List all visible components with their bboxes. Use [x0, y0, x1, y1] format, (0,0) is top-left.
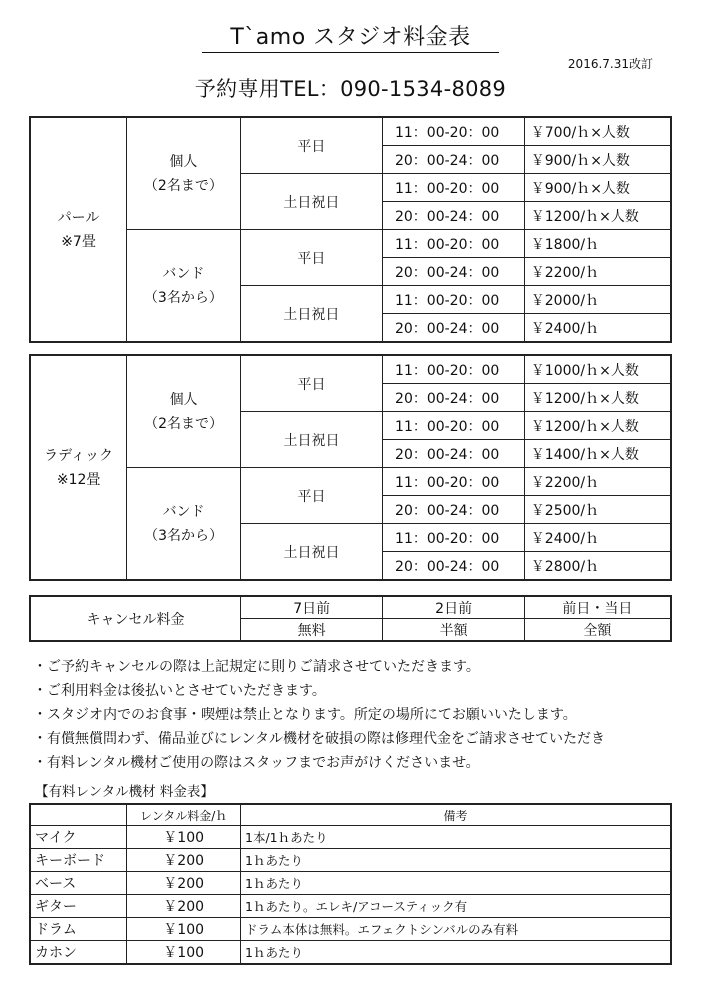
rental-note: 1ｈあたり [241, 941, 671, 965]
cancel-value: 全額 [524, 619, 671, 642]
rate: ￥2800/ｈ [524, 552, 671, 581]
rate: ￥2400/ｈ [524, 314, 671, 343]
rate: ￥2500/ｈ [524, 496, 671, 524]
cancel-header: 7日前 [240, 596, 382, 619]
table-header-row [30, 804, 671, 826]
table-row [30, 941, 671, 965]
rental-price: ￥200 [127, 849, 241, 872]
rental-note: 1ｈあたり [241, 872, 671, 895]
cancel-header: 前日・当日 [524, 596, 671, 619]
rental-price: ￥200 [127, 895, 241, 918]
time-slot: 11：00-20：00 [383, 524, 525, 552]
room-name: パール [57, 209, 100, 226]
plan-cell [127, 117, 241, 230]
cancel-fee-table [29, 595, 672, 642]
time-slot: 11：00-20：00 [382, 117, 524, 146]
time-slot: 11：00-20：00 [382, 286, 524, 314]
room-cell [30, 117, 127, 342]
room-name: ラディック [44, 447, 114, 464]
rental-header: レンタル料金/ｈ [127, 804, 241, 826]
rental-note: 1ｈあたり [241, 849, 671, 872]
title-text: T`amo スタジオ料金表 [202, 20, 498, 53]
plan-capacity: （2名まで） [144, 415, 224, 432]
day-type: 土日祝日 [240, 412, 382, 468]
time-slot: 20：00-24：00 [383, 552, 525, 581]
rate: ￥2000/ｈ [524, 286, 671, 314]
day-type: 平日 [240, 468, 382, 524]
cancel-label: キャンセル料金 [30, 596, 240, 641]
room-size: ※12畳 [56, 471, 101, 488]
plan-name: バンド [162, 265, 205, 282]
rate: ￥900/ｈ×人数 [524, 174, 671, 202]
note-item: ・ご利用料金は後払いとさせていただきます。 [33, 683, 326, 699]
plan-capacity: （3名から） [143, 289, 223, 306]
time-slot: 20：00-24：00 [383, 496, 525, 524]
rental-item: ドラム [30, 918, 127, 941]
rate: ￥1200/ｈ×人数 [524, 412, 671, 440]
reservation-phone: 予約専用TEL：090-1534-8089 [194, 77, 507, 101]
day-type: 土日祝日 [240, 524, 382, 581]
time-slot: 20：00-24：00 [382, 146, 524, 174]
page-title [0, 20, 701, 53]
note-item: ・有料レンタル機材ご使用の際はスタッフまでお声がけくださいませ。 [33, 755, 480, 771]
cancel-value: 半額 [383, 619, 524, 642]
rental-note: 1本/1ｈあたり [241, 826, 671, 849]
rate: ￥900/ｈ×人数 [524, 146, 671, 174]
table-row [30, 596, 671, 619]
rate: ￥1400/ｈ×人数 [524, 440, 671, 468]
rate: ￥1200/ｈ×人数 [524, 384, 671, 412]
table-row [30, 872, 671, 895]
time-slot: 11：00-20：00 [382, 174, 524, 202]
rental-price: ￥200 [127, 872, 241, 895]
room-size: ※7畳 [61, 233, 96, 250]
rental-section-title: 【有料レンタル機材 料金表】 [35, 784, 214, 800]
day-type: 平日 [240, 230, 382, 286]
rental-item: キーボード [30, 849, 127, 872]
table-row [30, 355, 671, 384]
day-type: 平日 [240, 117, 382, 174]
plan-name: バンド [162, 503, 205, 520]
note-item: ・ご予約キャンセルの際は上記規定に則りご請求させていただきます。 [33, 659, 480, 675]
table-row [30, 918, 671, 941]
plan-cell [127, 355, 241, 468]
plan-cell [127, 468, 241, 581]
time-slot: 20：00-24：00 [382, 258, 524, 286]
rate: ￥1000/ｈ×人数 [524, 355, 671, 384]
time-slot: 20：00-24：00 [382, 202, 524, 230]
time-slot: 20：00-24：00 [383, 440, 525, 468]
note-item: ・スタジオ内でのお食事・喫煙は禁止となります。所定の場所にてお願いいたします。 [33, 707, 577, 723]
plan-capacity: （3名から） [144, 527, 224, 544]
plan-capacity: （2名まで） [143, 177, 223, 194]
rental-item: ベース [30, 872, 127, 895]
price-table-pearl [29, 116, 672, 343]
table-row [30, 895, 671, 918]
time-slot: 11：00-20：00 [383, 412, 525, 440]
time-slot: 11：00-20：00 [382, 230, 524, 258]
table-row [30, 230, 671, 258]
revision-date: 2016.7.31改訂 [567, 57, 653, 71]
price-table-radic [29, 354, 672, 581]
rental-header: 備考 [241, 804, 671, 826]
note-item: ・有償無償問わず、備品並びにレンタル機材を破損の際は修理代金をご請求させていただき [33, 731, 605, 747]
rate: ￥1800/ｈ [524, 230, 671, 258]
rate: ￥2200/ｈ [524, 258, 671, 286]
rental-item: ギター [30, 895, 127, 918]
rate: ￥1200/ｈ×人数 [524, 202, 671, 230]
rental-price: ￥100 [127, 826, 241, 849]
rental-item: マイク [30, 826, 127, 849]
rental-header [30, 804, 127, 826]
rate: ￥2200/ｈ [524, 468, 671, 496]
plan-name: 個人 [169, 153, 198, 170]
rental-note: 1ｈあたり。エレキ/アコースティック有 [241, 895, 671, 918]
cancel-value: 無料 [240, 619, 382, 642]
table-row [30, 117, 671, 146]
rate: ￥2400/ｈ [524, 524, 671, 552]
day-type: 土日祝日 [240, 174, 382, 230]
table-row [30, 826, 671, 849]
rental-price: ￥100 [127, 941, 241, 965]
rate: ￥700/ｈ×人数 [524, 117, 671, 146]
plan-name: 個人 [169, 391, 198, 408]
time-slot: 11：00-20：00 [383, 468, 525, 496]
rental-item: カホン [30, 941, 127, 965]
rental-note: ドラム本体は無料。エフェクトシンバルのみ有料 [241, 918, 671, 941]
rental-table [29, 803, 672, 965]
day-type: 平日 [240, 355, 382, 412]
notes-list [33, 655, 605, 775]
time-slot: 11：00-20：00 [383, 355, 525, 384]
cancel-header: 2日前 [383, 596, 524, 619]
table-row [30, 468, 671, 496]
plan-cell [127, 230, 241, 343]
table-row [30, 849, 671, 872]
time-slot: 20：00-24：00 [382, 314, 524, 343]
day-type: 土日祝日 [240, 286, 382, 343]
time-slot: 20：00-24：00 [383, 384, 525, 412]
room-cell [30, 355, 127, 580]
rental-price: ￥100 [127, 918, 241, 941]
